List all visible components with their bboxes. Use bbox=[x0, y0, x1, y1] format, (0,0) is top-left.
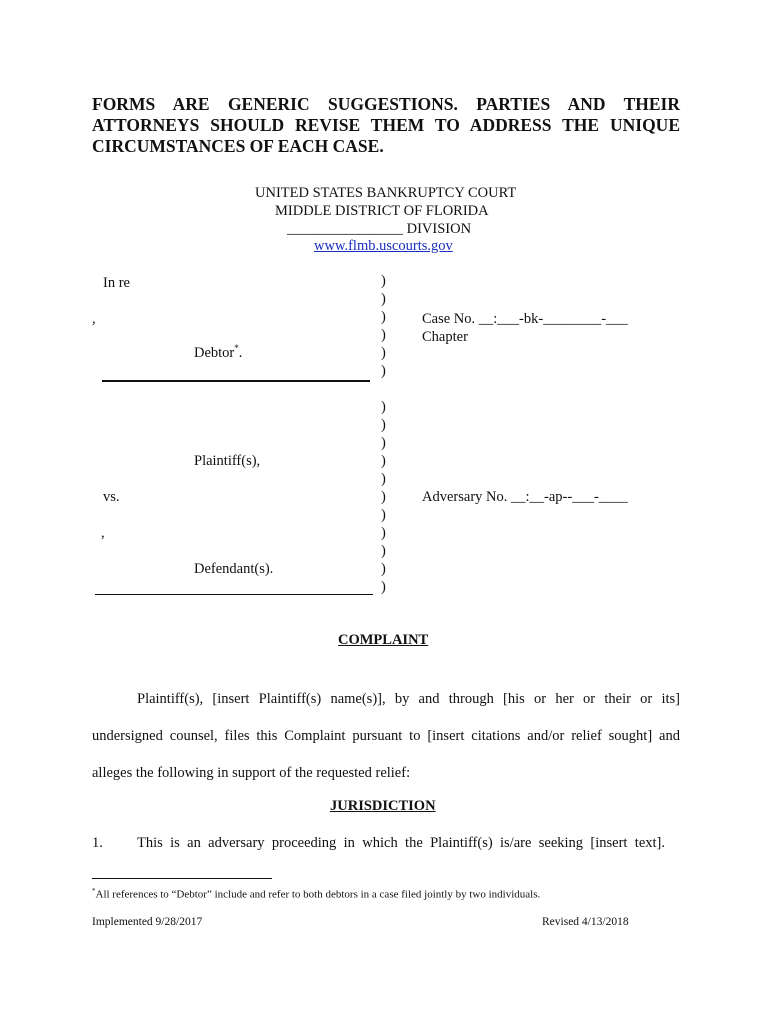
defendant-name-comma: , bbox=[101, 525, 105, 541]
complaint-paragraph-line-3: alleges the following in support of the requested relief: bbox=[92, 765, 411, 781]
footnote: *All references to “Debtor” include and refer to both debtors in a case filed jointly by two individuals. bbox=[92, 887, 541, 901]
defendant-label: Defendant(s). bbox=[194, 561, 274, 577]
footer-revised-date: Revised 4/13/2018 bbox=[542, 916, 629, 928]
footer-implemented-date: Implemented 9/28/2017 bbox=[92, 916, 203, 928]
case-number: Case No. __:___-bk-________-___ bbox=[422, 311, 628, 327]
caption-parenthesis-column: ) ) ) ) ) ) ) ) ) ) ) ) ) ) ) ) ) bbox=[381, 273, 386, 595]
jurisdiction-heading: JURISDICTION bbox=[330, 798, 436, 814]
debtor-caption-rule bbox=[102, 380, 370, 382]
footnote-separator bbox=[92, 878, 272, 879]
chapter-label: Chapter bbox=[422, 329, 468, 345]
item-1-text: This is an adversary proceeding in which the Plaintiff(s) is/are seeking [insert text]. bbox=[137, 835, 665, 851]
defendant-caption-rule bbox=[95, 594, 373, 595]
warning-line-2: ATTORNEYS SHOULD REVISE THEM TO ADDRESS THE UNIQUE bbox=[92, 115, 680, 135]
court-district: MIDDLE DISTRICT OF FLORIDA bbox=[275, 203, 489, 219]
complaint-title: COMPLAINT bbox=[338, 632, 429, 648]
item-1-number: 1. bbox=[92, 835, 103, 851]
complaint-paragraph-line-2: undersigned counsel, files this Complaint pursuant to [insert citations and/or relief sought] and bbox=[92, 728, 680, 744]
court-website-link[interactable]: www.flmb.uscourts.gov bbox=[314, 238, 453, 254]
vs-label: vs. bbox=[103, 489, 120, 505]
in-re-label: In re bbox=[103, 275, 130, 291]
debtor-label: Debtor*. bbox=[194, 343, 243, 361]
adversary-number: Adversary No. __:__-ap--___-____ bbox=[422, 489, 628, 505]
court-division: ________________ DIVISION bbox=[287, 221, 472, 237]
warning-line-3: CIRCUMSTANCES OF EACH CASE. bbox=[92, 136, 384, 156]
plaintiff-label: Plaintiff(s), bbox=[194, 453, 261, 469]
warning-line-1: FORMS ARE GENERIC SUGGESTIONS. PARTIES AND THEIR bbox=[92, 94, 680, 114]
complaint-paragraph-line-1: Plaintiff(s), [insert Plaintiff(s) name(s)], by and through [his or her or their or its] bbox=[137, 691, 680, 707]
debtor-name-comma: , bbox=[92, 311, 96, 327]
court-name: UNITED STATES BANKRUPTCY COURT bbox=[255, 185, 517, 201]
